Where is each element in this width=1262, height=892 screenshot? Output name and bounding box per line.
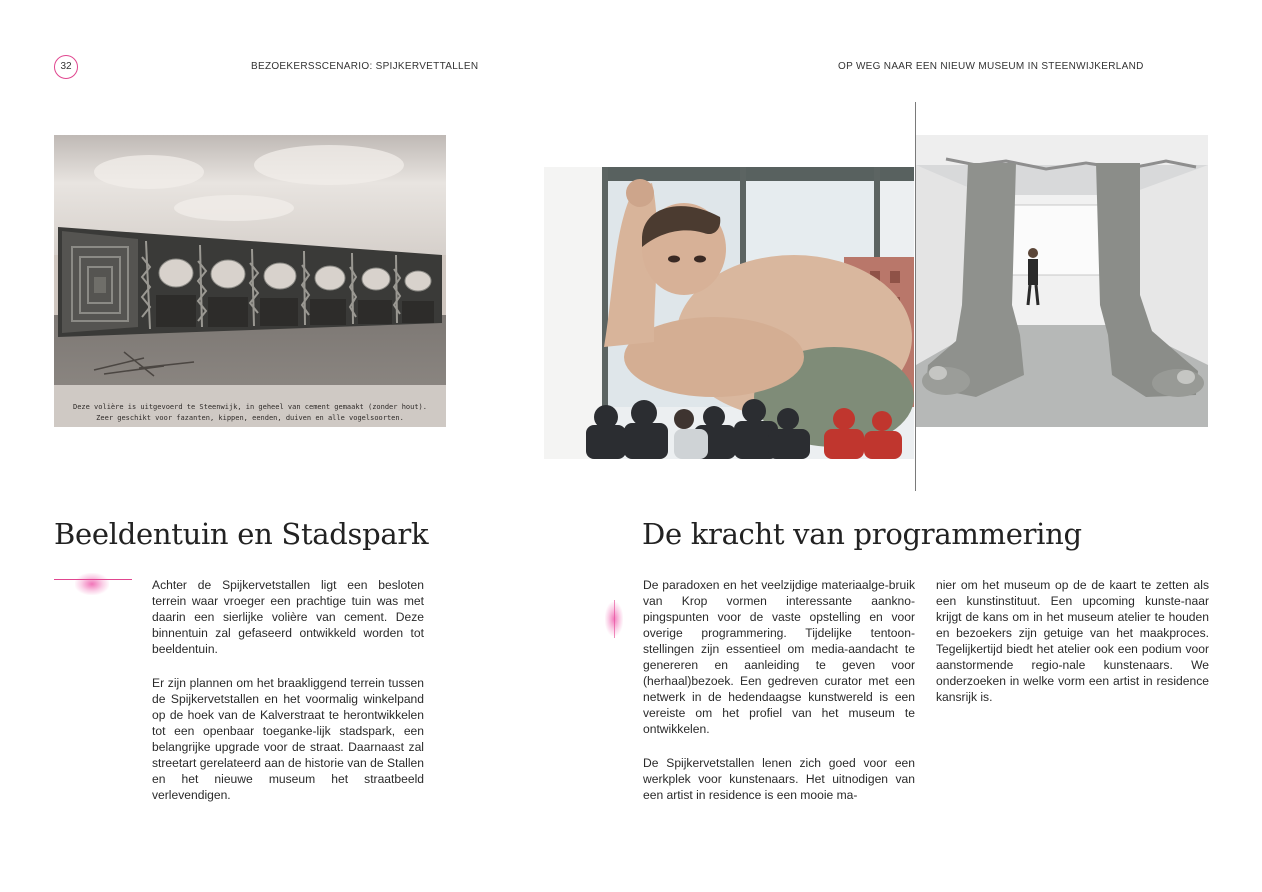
page-number: 32 xyxy=(54,55,78,79)
running-head-right: OP WEG NAAR EEN NIEUW MUSEUM IN STEENWIJKERLAND xyxy=(838,61,1144,72)
giant-feet-illustration xyxy=(916,135,1208,427)
pink-accent-glow xyxy=(75,573,109,595)
paragraph-artist-in-residence: De Spijkervetstallen lenen zich goed voor een werkplek voor kunstenaars. Het uitnodigen van een artist in residence is een mooie ma- xyxy=(643,756,915,802)
section-title-programmering: De kracht van programmering xyxy=(642,517,1082,551)
pink-accent-glow-vertical xyxy=(605,602,623,636)
aviary-building-illustration xyxy=(58,227,442,337)
paragraph-programmering: De paradoxen en het veelzijdige materiaalge-bruik van Krop vormen interessante aankno-pingspunten voor de vaste opstelling en voor overige programmering. Tijdelijke tentoon-stellingen zijn essentieel om media-aandacht te genereren en aanleiding te geven voor (herhaal)bezoek. Een gedreven curator met een netwerk in de hedendaagse kunstwereld is een vereiste om het profiel van het museum te ontwikkelen. xyxy=(643,578,915,736)
crouching-boy-illustration xyxy=(544,167,914,459)
paragraph-artist-in-residence-continued: nier om het museum op de de kaart te zetten als een kunstinstituut. Een upcoming kunste-naar krijgt de kans om in het museum atelier te houden en bezoekers zijn getuige van het maakproces. Tegelijkertijd biedt het atelier ook een podium voor aanstormende regio-nale kunstenaars. We onderzoeken in welke vorm een artist in residence kansrijk is. xyxy=(936,578,1209,704)
postcard-caption-line-1: Deze volière is uitgevoerd te Steenwijk, in geheel van cement gemaakt (zonder hout). xyxy=(72,403,427,411)
photo-divider-line xyxy=(915,102,916,491)
section-title-beeldentuin: Beeldentuin en Stadspark xyxy=(54,517,429,551)
cloud xyxy=(94,155,204,189)
cloud xyxy=(174,195,294,221)
paragraph-beeldentuin: Achter de Spijkervetstallen ligt een besloten terrein waar vroeger een prachtige tuin was met daarin een sierlijke volière van cement. Deze binnentuin zal gefaseerd ontwikkeld worden tot beeldentuin. xyxy=(152,578,424,656)
giant-feet-sculpture-photo xyxy=(916,135,1208,427)
running-head-left: BEZOEKERSSCENARIO: SPIJKERVETTALLEN xyxy=(251,61,479,72)
cloud xyxy=(254,145,404,185)
crouching-boy-sculpture-photo xyxy=(544,167,914,459)
aviary-postcard-photo xyxy=(54,135,446,427)
postcard-caption-line-2: Zeer geschikt voor fazanten, kippen, eenden, duiven en alle vogelsoorten. xyxy=(96,414,404,422)
paragraph-stadspark: Er zijn plannen om het braakliggend terrein tussen de Spijkervetstallen en het voormalig winkelpand op de hoek van de Kalverstraat te herontwikkelen tot een openbaar toeganke-lijk stadspark, een belangrijke upgrade voor de straat. Daarnaast zal streetart gerelateerd aan de historie van de Stallen en het nieuwe museum het straatbeeld verlevendigen. xyxy=(152,676,424,802)
debris-sticks xyxy=(84,340,204,380)
